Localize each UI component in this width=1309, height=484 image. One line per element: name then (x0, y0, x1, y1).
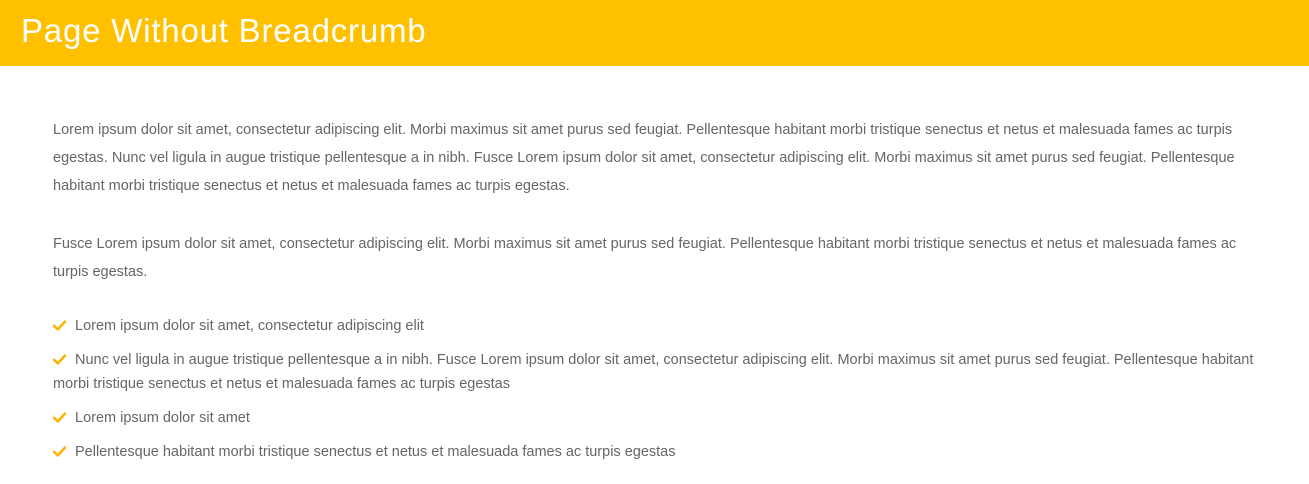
list-item-text: Nunc vel ligula in augue tristique pellentesque a in nibh. Fusce Lorem ipsum dolor sit amet, consectetur adipiscing elit. Morbi maximus sit amet purus sed feugiat. Pellentesque habitant morbi tristique senectus et netus et malesuada fames ac turpis egestas (53, 352, 1254, 392)
intro-paragraph: Lorem ipsum dolor sit amet, consectetur adipiscing elit. Morbi maximus sit amet purus sed feugiat. Pellentesque habitant morbi tristique senectus et netus et malesuada fames ac turpis egestas. Nunc vel ligula in augue tristique pellentesque a in nibh. Fusce Lorem ipsum dolor sit amet, consectetur adipiscing elit. Morbi maximus sit amet purus sed feugiat. Pellentesque habitant morbi tristique senectus et netus et malesuada fames ac turpis egestas. (53, 122, 1235, 194)
check-icon (53, 446, 66, 457)
secondary-paragraph: Fusce Lorem ipsum dolor sit amet, consectetur adipiscing elit. Morbi maximus sit amet purus sed feugiat. Pellentesque habitant morbi tristique senectus et netus et malesuada fames ac turpis egestas. (53, 236, 1237, 280)
list-item (53, 314, 1257, 338)
page-header (0, 0, 1309, 66)
check-icon (53, 412, 66, 423)
list-item-text: Lorem ipsum dolor sit amet, consectetur adipiscing elit (75, 318, 424, 334)
check-icon (53, 320, 66, 331)
check-list (53, 314, 1257, 464)
page-title: Page Without Breadcrumb (21, 11, 427, 49)
main-content (0, 66, 1309, 464)
check-icon (53, 354, 66, 365)
list-item (53, 440, 1257, 464)
list-item (53, 406, 1257, 430)
list-item-text: Lorem ipsum dolor sit amet (75, 410, 250, 426)
list-item-text: Pellentesque habitant morbi tristique senectus et netus et malesuada fames ac turpis egestas (75, 444, 676, 460)
list-item (53, 348, 1257, 396)
